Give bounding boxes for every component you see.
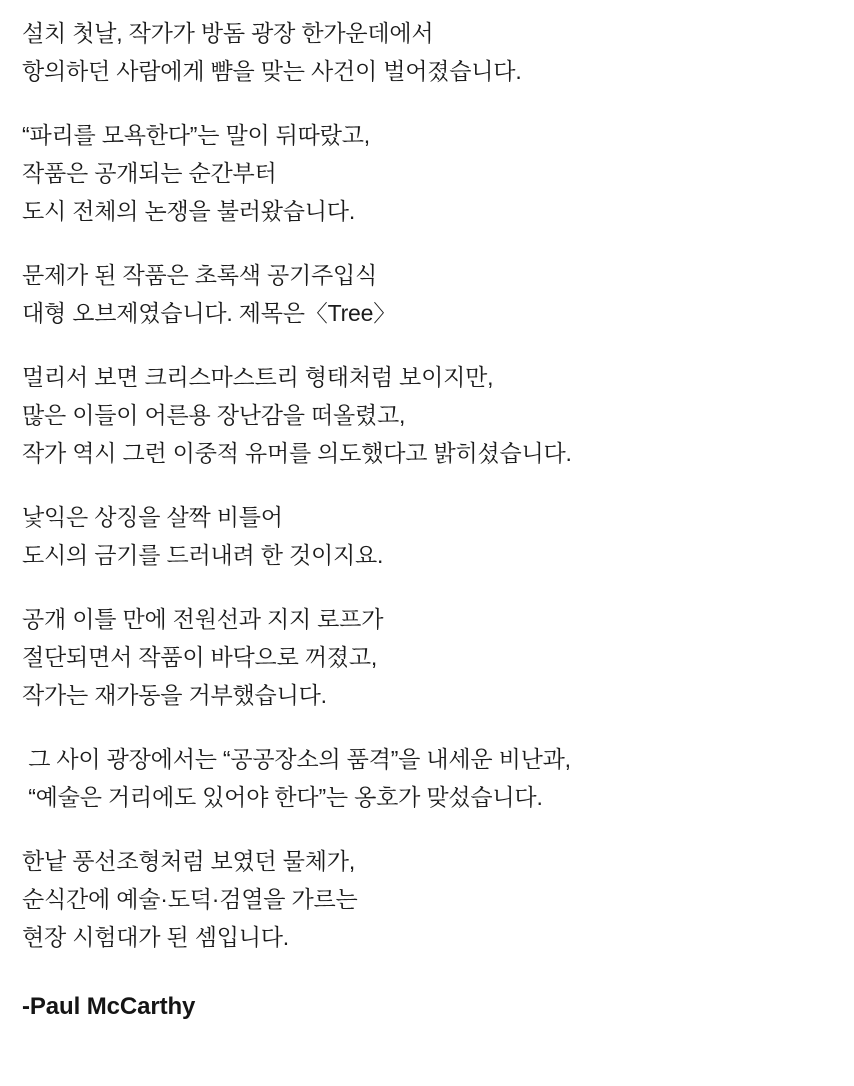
text-line: 한낱 풍선조형처럼 보였던 물체가, [22,848,356,874]
text-line: 순식간에 예술·도덕·검열을 가르는 [22,886,358,912]
paragraph-8 [22,842,832,956]
text-line: 멀리서 보면 크리스마스트리 형태처럼 보이지만, [22,364,494,390]
text-line: 도시 전체의 논쟁을 불러왔습니다. [22,198,356,224]
author-signature: -Paul McCarthy [22,993,196,1020]
paragraph-3 [22,256,832,332]
text-line: 항의하던 사람에게 뺨을 맞는 사건이 벌어졌습니다. [22,58,522,84]
text-line: 많은 이들이 어른용 장난감을 떠올렸고, [22,402,406,428]
paragraph-7 [22,740,832,816]
text-line: 절단되면서 작품이 바닥으로 꺼졌고, [22,644,378,670]
signature-block [22,988,832,1026]
text-line: 문제가 된 작품은 초록색 공기주입식 [22,262,378,288]
text-line: 공개 이틀 만에 전원선과 지지 로프가 [22,606,384,632]
paragraph-1 [22,14,832,90]
paragraph-2 [22,116,832,230]
text-line: 작가는 재가동을 거부했습니다. [22,682,327,708]
text-line: 도시의 금기를 드러내려 한 것이지요. [22,542,384,568]
text-line: 그 사이 광장에서는 “공공장소의 품격”을 내세운 비난과, [22,746,571,772]
text-line: 현장 시험대가 된 셈입니다. [22,924,289,950]
text-line: “예술은 거리에도 있어야 한다”는 옹호가 맞섰습니다. [22,784,543,810]
paragraph-6 [22,600,832,714]
text-line: 작품은 공개되는 순간부터 [22,160,277,186]
text-line: “파리를 모욕한다”는 말이 뒤따랐고, [22,122,370,148]
text-line: 설치 첫날, 작가가 방돔 광장 한가운데에서 [22,20,434,46]
paragraph-4 [22,358,832,472]
text-line: 낯익은 상징을 살짝 비틀어 [22,504,283,530]
text-line: 대형 오브제였습니다. 제목은〈Tree〉 [22,300,397,326]
paragraph-5 [22,498,832,574]
text-line: 작가 역시 그런 이중적 유머를 의도했다고 밝히셨습니다. [22,440,572,466]
